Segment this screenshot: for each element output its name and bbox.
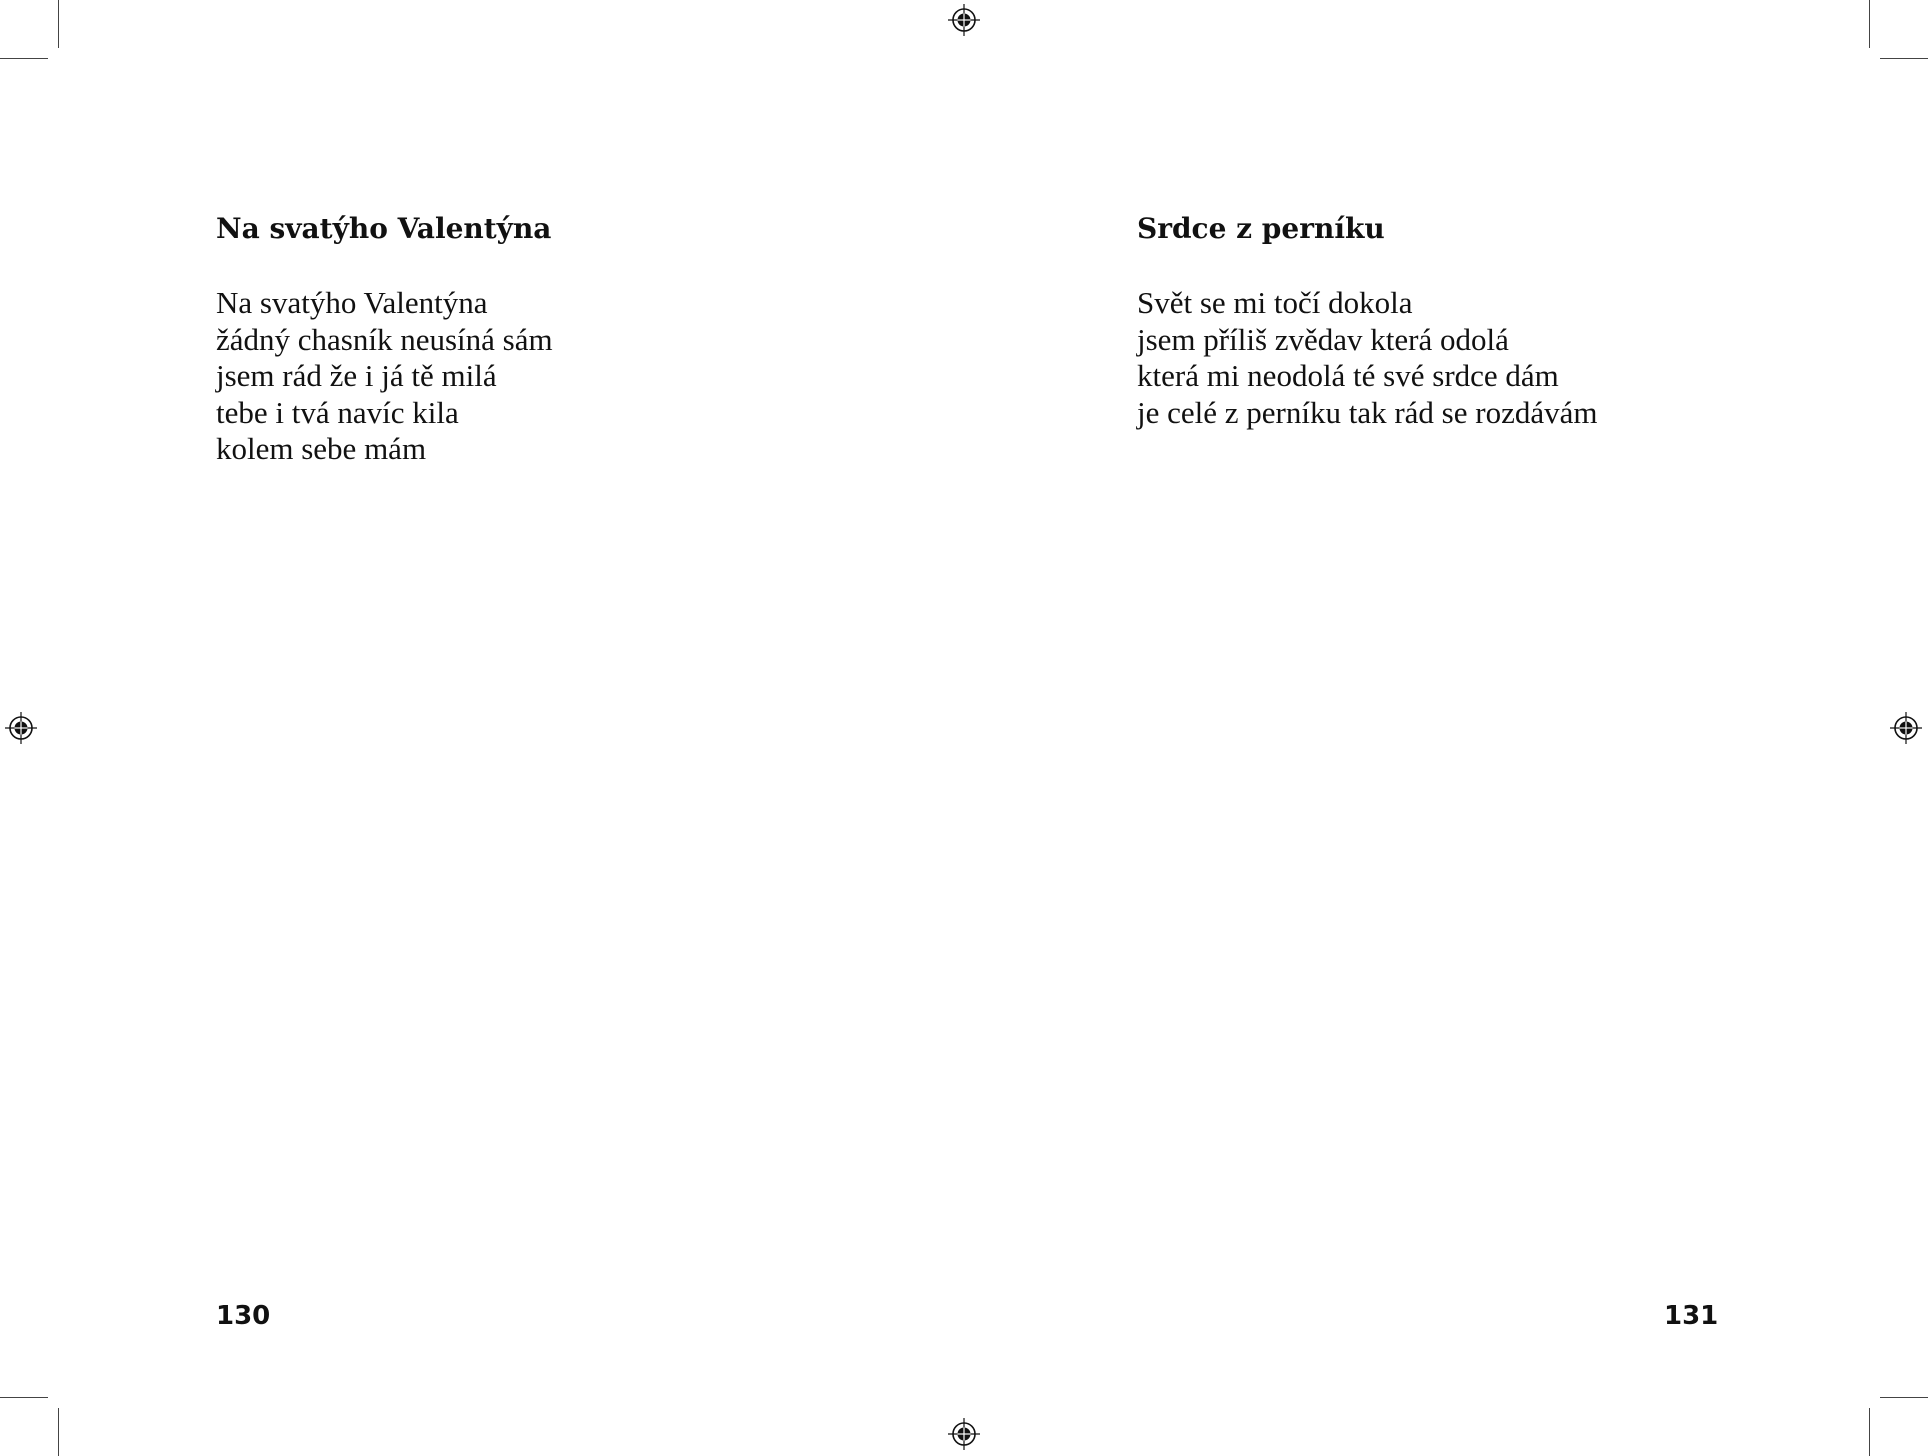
poem-line: jsem rád že i já tě milá xyxy=(216,358,497,394)
poem-line: je celé z perníku tak rád se rozdávám xyxy=(1137,394,1598,430)
crop-mark-icon xyxy=(1880,58,1928,59)
poem-line: žádný chasník neusíná sám xyxy=(216,321,553,357)
crop-mark-icon xyxy=(1869,0,1870,48)
poem-title: Na svatýho Valentýna xyxy=(216,212,552,245)
registration-target-icon xyxy=(5,712,37,744)
registration-target-icon xyxy=(948,4,980,36)
page-number: 130 xyxy=(216,1301,271,1331)
poem-line: která mi neodolá té své srdce dám xyxy=(1137,358,1559,394)
poem-line: tebe i tvá navíc kila xyxy=(216,394,459,430)
poem-title: Srdce z perníku xyxy=(1137,212,1385,245)
poem-line: jsem příliš zvědav která odolá xyxy=(1137,321,1509,357)
registration-target-icon xyxy=(1890,712,1922,744)
poem-line: Svět se mi točí dokola xyxy=(1137,285,1413,320)
page-number: 131 xyxy=(1664,1301,1719,1331)
poem-line: kolem sebe mám xyxy=(216,431,427,467)
poem-body xyxy=(216,285,553,468)
crop-mark-icon xyxy=(1869,1408,1870,1456)
crop-mark-icon xyxy=(58,1408,59,1456)
poem-body xyxy=(1137,285,1597,431)
poem-line: Na svatýho Valentýna xyxy=(216,285,488,320)
crop-mark-icon xyxy=(0,1397,48,1398)
registration-target-icon xyxy=(948,1418,980,1450)
crop-mark-icon xyxy=(1880,1397,1928,1398)
crop-mark-icon xyxy=(58,0,59,48)
crop-mark-icon xyxy=(0,58,48,59)
